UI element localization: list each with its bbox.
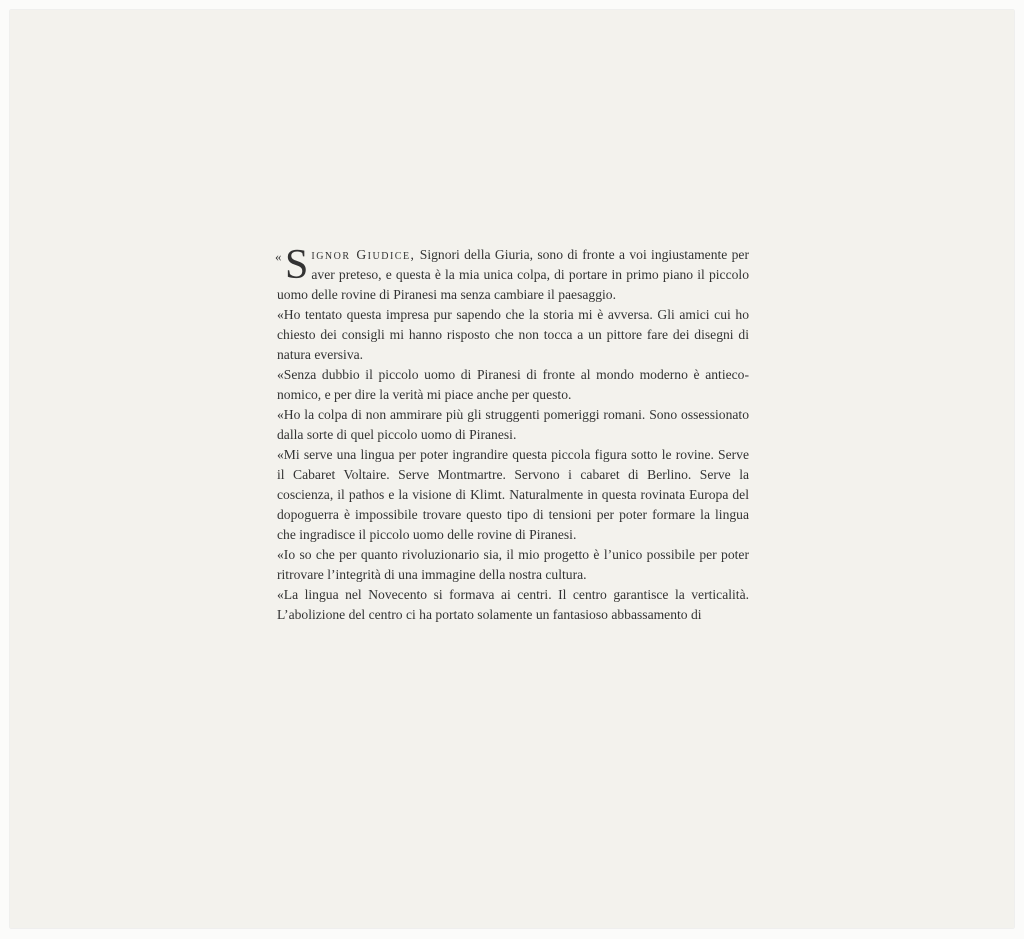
- paragraph-1-text: Signori della Giuria, sono di fronte a voi ingiustamente per aver preteso, e questa è la mia unica colpa, di portare in primo piano il piccolo uomo delle rovine di Piranesi ma senza cambiare il paesaggio.: [277, 247, 749, 302]
- opening-quote-mark: «: [275, 249, 282, 264]
- text-block: [275, 242, 749, 625]
- paragraph-6: «Io so che per quanto rivoluzionario sia, il mio progetto è l’unico possibile per poter ritrovare l’integrità di una immagine della nostra cultura.: [277, 547, 749, 582]
- paragraph-5: «Mi serve una lingua per poter ingrandire questa piccola figura sotto le rovine. Serve il Cabaret Voltaire. Serve Montmartre. Servono i cabaret di Berlino. Serve la coscienza, il pathos e la visione di Klimt. Naturalmente in questa rovinata Europa del dopoguerra è impossibile trovare questo tipo di tensioni per poter formare la lingua che ingradisce il piccolo uomo delle rovine di Piranesi.: [277, 447, 749, 542]
- paragraph-1: [275, 242, 749, 305]
- paper-sheet: [10, 10, 1014, 928]
- paragraph-2: «Ho tentato questa impresa pur sapendo che la storia mi è avversa. Gli amici cui ho chiesto dei consigli mi hanno risposto che non tocca a un pittore fare dei disegni di natura eversiva.: [277, 307, 749, 362]
- smallcaps-lead: ignor Giudice,: [311, 247, 416, 262]
- paragraph-4: «Ho la colpa di non ammirare più gli struggenti pomeriggi romani. Sono ossessionato dalla sorte di quel piccolo uomo di Piranesi.: [277, 407, 749, 442]
- dropcap-letter: S: [285, 242, 309, 288]
- paragraph-3: «Senza dubbio il piccolo uomo di Piranesi di fronte al mondo moderno è antieconomico, e per dire la verità mi piace anche per questo.: [277, 367, 749, 402]
- paragraph-7: «La lingua nel Novecento si formava ai centri. Il centro garantisce la verticalità. L’abolizione del centro ci ha portato solamente un fantasioso abbassamento di: [277, 587, 749, 622]
